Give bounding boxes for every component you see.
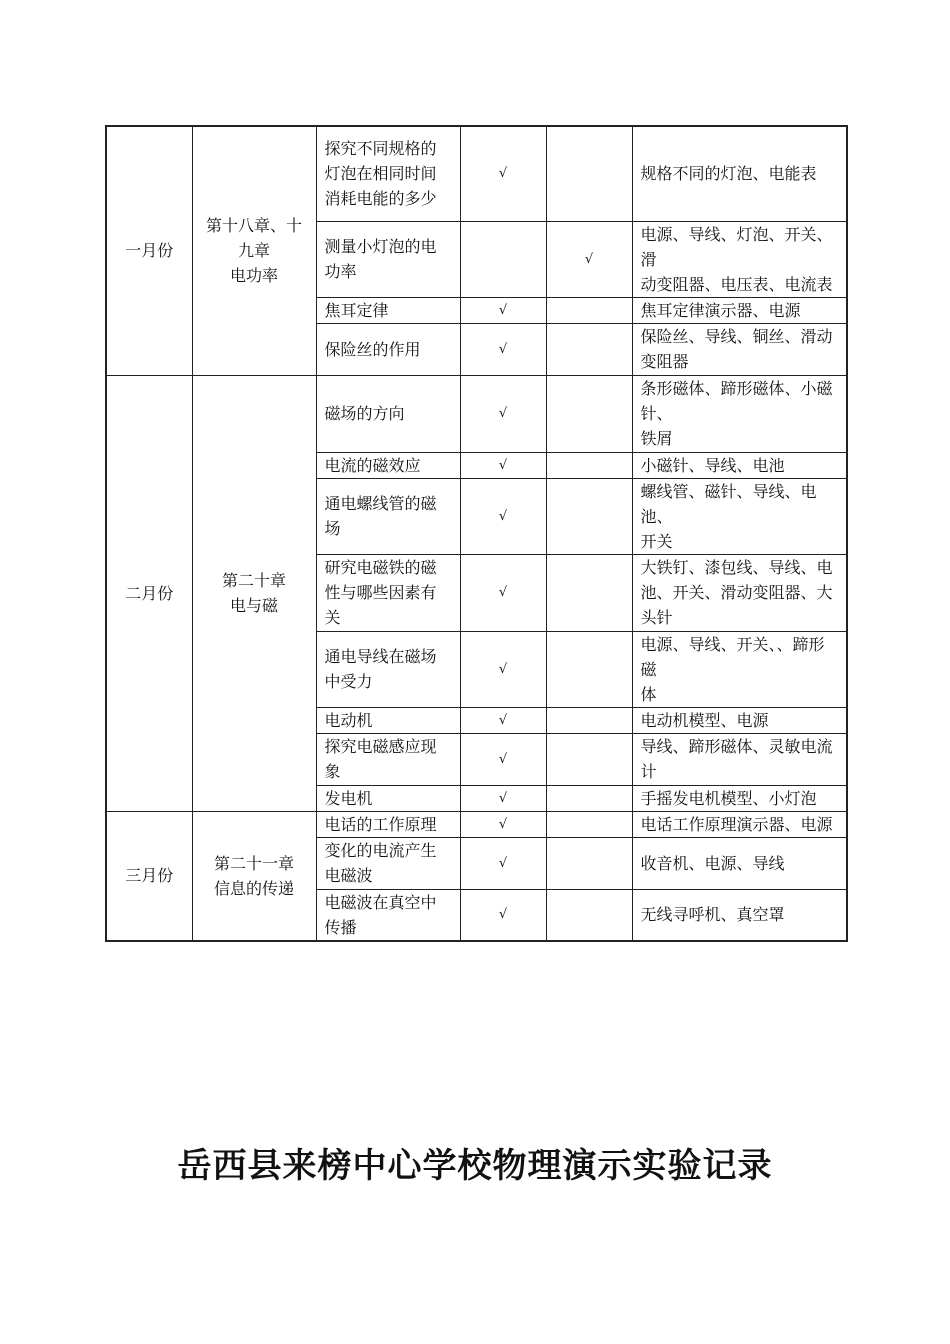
text-line: 铁屑 [640,429,673,448]
text-line: 池、开关、滑动变阻器、大 [640,583,833,602]
text-line: 传播 [324,917,357,937]
experiment-name-cell [316,554,460,631]
text-line: 电话工作原理演示器、电源 [640,814,833,834]
text-line: 计 [640,762,657,781]
text-line: 大铁钉、漆包线、导线、电 [640,558,833,577]
text-line: 焦耳定律演示器、电源 [640,300,801,320]
text-line: 动变阻器、电压表、电流表 [640,274,833,294]
student-check-cell [546,323,632,375]
table-row [106,811,847,837]
document-title: 岳西县来榜中心学校物理演示实验记录 [177,1146,773,1186]
text-line: 收音机、电源、导线 [640,853,785,873]
text-line: 第十八章、十 [205,216,302,236]
experiment-name-cell [316,811,460,837]
experiment-name-cell [316,733,460,785]
equipment-cell [632,785,847,811]
student-check-cell [546,837,632,889]
text-line: 电动机 [324,710,373,730]
experiment-name-cell [316,126,460,221]
text-line: 测量小灯泡的电 [324,237,437,256]
demo-check-cell: √ [460,811,546,837]
equipment-cell [632,707,847,733]
demo-check-cell: √ [460,837,546,889]
text-line: 中受力 [324,672,373,691]
chapter-cell [192,375,316,811]
equipment-cell [632,297,847,323]
text-line: 消耗电能的多少 [324,189,437,209]
equipment-cell [632,375,847,452]
equipment-cell [632,452,847,478]
text-line: 磁场的方向 [324,404,405,423]
experiment-name-cell [316,785,460,811]
text-line: 无线寻呼机、真空罩 [640,905,785,925]
student-check-cell [546,554,632,631]
equipment-cell [632,554,847,631]
text-line: 通电导线在磁场 [324,647,437,666]
demo-check-cell: √ [460,126,546,221]
text-line: 螺线管、磁针、导线、电池、 [640,481,817,526]
table-row [106,375,847,452]
equipment-cell [632,323,847,375]
text-line: 焦耳定律 [324,300,389,320]
text-line: 电与磁 [229,596,278,615]
text-line: 电流的磁效应 [324,455,421,475]
table-body [106,126,847,941]
text-line: 功率 [324,262,357,281]
text-line: 场 [324,519,341,538]
text-line: 象 [324,762,341,781]
demo-check-cell: √ [460,323,546,375]
equipment-cell [632,811,847,837]
chapter-cell [192,811,316,941]
text-line: 探究电磁感应现 [324,737,437,756]
text-line: 第二十一章 [213,853,294,873]
equipment-cell [632,221,847,297]
text-line: 电源、导线、开关、、蹄形磁 [640,634,825,679]
experiment-name-cell [316,837,460,889]
text-line: 信息的传递 [213,878,294,898]
text-line: 研究电磁铁的磁 [324,558,437,577]
text-line: 条形磁体、蹄形磁体、小磁 [640,379,833,398]
demo-check-cell: √ [460,554,546,631]
text-line: 保险丝、导线、铜丝、滑动 [640,327,833,346]
text-line: 九章 [237,241,270,261]
text-line: 保险丝的作用 [324,339,421,359]
demo-check-cell: √ [460,631,546,707]
student-check-cell [546,375,632,452]
student-check-cell [546,811,632,837]
table-row [106,126,847,221]
text-line: 灯泡在相同时间 [324,164,437,184]
text-line: 针、 [640,404,673,423]
student-check-cell [546,785,632,811]
demo-check-cell: √ [460,707,546,733]
experiment-name-cell [316,889,460,941]
month-cell: 一月份 [106,126,192,375]
demo-check-cell: √ [460,452,546,478]
student-check-cell [546,631,632,707]
demo-check-cell: √ [460,375,546,452]
text-line: 规格不同的灯泡、电能表 [640,164,817,184]
equipment-cell [632,733,847,785]
text-line: 手摇发电机模型、小灯泡 [640,788,817,808]
text-line: 头针 [640,608,673,627]
equipment-cell [632,126,847,221]
text-line: 性与哪些因素有 [324,583,437,602]
text-line: 关 [324,608,341,627]
student-check-cell [546,478,632,554]
text-line: 小磁针、导线、电池 [640,455,785,475]
experiment-name-cell [316,631,460,707]
text-line: 电动机模型、电源 [640,710,769,730]
equipment-cell [632,478,847,554]
text-line: 电话的工作原理 [324,814,437,834]
experiment-name-cell [316,297,460,323]
equipment-cell [632,837,847,889]
student-check-cell [546,126,632,221]
student-check-cell [546,297,632,323]
demo-check-cell [460,221,546,297]
equipment-cell [632,889,847,941]
experiment-name-cell [316,323,460,375]
text-line: 电功率 [229,266,278,286]
demo-check-cell: √ [460,785,546,811]
text-line: 发电机 [324,788,373,808]
text-line: 电源、导线、灯泡、开关、滑 [640,224,833,269]
experiment-plan-table [105,125,848,942]
student-check-cell [546,733,632,785]
student-check-cell: √ [546,221,632,297]
experiment-name-cell [316,375,460,452]
month-cell: 三月份 [106,811,192,941]
text-line: 开关 [640,531,673,551]
text-line: 变化的电流产生 [324,841,437,860]
text-line: 体 [640,684,657,704]
demo-check-cell: √ [460,733,546,785]
student-check-cell [546,707,632,733]
experiment-name-cell [316,452,460,478]
demo-check-cell: √ [460,297,546,323]
student-check-cell [546,452,632,478]
experiment-name-cell [316,221,460,297]
text-line: 导线、蹄形磁体、灵敏电流 [640,737,833,756]
text-line: 通电螺线管的磁 [324,494,437,513]
demo-check-cell: √ [460,889,546,941]
text-line: 第二十章 [221,571,286,590]
experiment-name-cell [316,478,460,554]
chapter-cell [192,126,316,375]
student-check-cell [546,889,632,941]
text-line: 变阻器 [640,352,689,371]
equipment-cell [632,631,847,707]
text-line: 电磁波 [324,866,373,885]
demo-check-cell: √ [460,478,546,554]
month-cell: 二月份 [106,375,192,811]
text-line: 探究不同规格的 [324,139,437,159]
text-line: 电磁波在真空中 [324,892,437,912]
experiment-name-cell [316,707,460,733]
